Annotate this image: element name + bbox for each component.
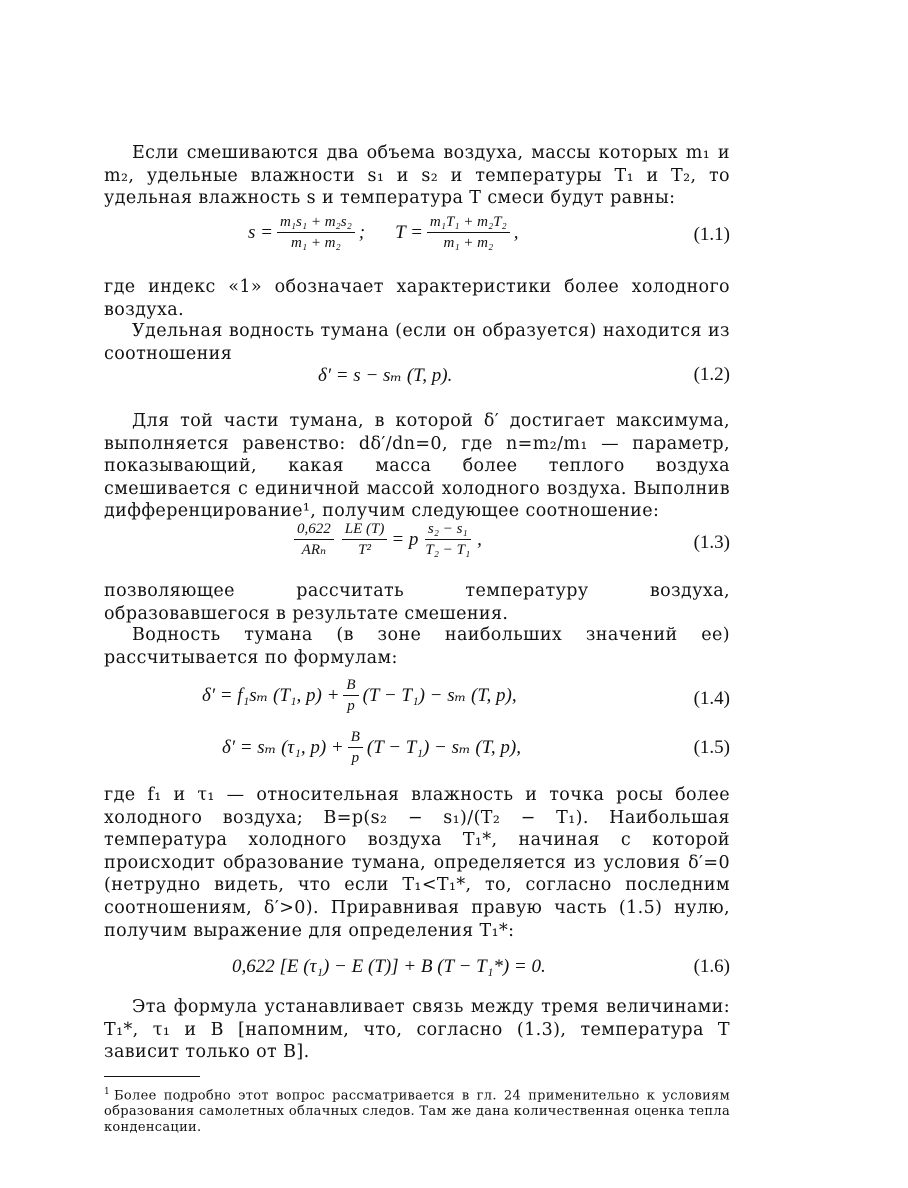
equation-1-6: 0,622 [E (τ₁) − E (T)] + B (T − T₁*) = 0. xyxy=(232,956,546,977)
equation-number: (1.1) xyxy=(693,224,730,245)
footnote-mark: 1 xyxy=(104,1087,111,1097)
paragraph-7: где f₁ и τ₁ — относительная влажность и точка росы более холодного воздуха; B=p(s₂ − s₁)/(T₂ − T₁). Наибольшая температура холодного воздуха T₁*, начиная с которой происходит образование тумана, определяется из условия δ′=0 (нетрудно видеть, что если T₁<T₁*, то, согласно последним соотношениям, δ′>0). Приравнивая правую часть (1.5) нулю, получим выражение для определения T₁*: xyxy=(104,785,730,941)
fraction: $\frac{0,622}{\text{ARₙ}}$ xyxy=(294,520,334,559)
fraction: $\frac{\text{m₁s₁ + m₂s₂}}{\text{m₁ + m₂}}$ xyxy=(277,213,355,252)
fraction: $\frac{\text{m₁T₁ + m₂T₂}}{\text{m₁ + m₂}}$ xyxy=(427,213,510,252)
paragraph-1: Если смешиваются два объема воздуха, массы которых m₁ и m₂, удельные влажности s₁ и s₂ и температуры T₁ и T₂, то удельная влажность s и температура T смеси будут равны: xyxy=(104,143,730,209)
paragraph-4: Для той части тумана, в которой δ′ достигает максимума, выполняется равенство: dδ′/dn=0, где n=m₂/m₁ — параметр, показывающий, какая масса более теплого воздуха смешивается с единичной массой холодного воздуха. Выполнив дифференцирование¹, получим следующее соотношение: xyxy=(104,411,730,522)
fraction: $\frac{B}{p}$ xyxy=(348,728,363,767)
fraction: $\frac{B}{p}$ xyxy=(343,676,358,715)
footnote-text: Более подробно этот вопрос рассматривается в гл. 24 применительно к условиям образования самолетных облачных следов. Там же дана количественная оценка тепла конденсации. xyxy=(104,1088,730,1136)
paragraph-3: Удельная водность тумана (если он образуется) находится из соотношения xyxy=(104,321,730,364)
equation-1-4: δ′ = f₁sₘ (T₁, p) + $\frac{B}{p}$ (T − T₁) − sₘ (T, p), xyxy=(202,677,517,714)
footnote xyxy=(104,1084,730,1136)
fraction: $\frac{LE (T)}{\text{T²}}$ xyxy=(342,520,388,559)
equation-number: (1.5) xyxy=(693,737,730,758)
equation-number: (1.6) xyxy=(693,956,730,977)
equation-1-2: δ′ = s − sₘ (T, p). xyxy=(318,365,453,386)
equation-1-1: s = $\frac{\text{m₁s₁ + m₂s₂}}{\text{m₁ + m₂}}$ ; T = $\frac{\text{m₁T₁ + m₂T₂}}{\text{m₁ + m₂}}$ , xyxy=(248,214,519,251)
paragraph-5: позволяющее рассчитать температуру воздуха, образовавшегося в результате смешения. xyxy=(104,581,730,624)
equation-1-5: δ′ = sₘ (τ₁, p) + $\frac{B}{p}$ (T − T₁) − sₘ (T, p), xyxy=(222,729,521,766)
paragraph-2: где индекс «1» обозначает характеристики более холодного воздуха. xyxy=(104,277,730,320)
paragraph-8: Эта формула устанавливает связь между тремя величинами: T₁*, τ₁ и B [напомним, что, согласно (1.3), температура T зависит только от B]. xyxy=(104,997,730,1063)
paragraph-6: Водность тумана (в зоне наибольших значений ее) рассчитывается по формулам: xyxy=(104,625,730,668)
equation-number: (1.2) xyxy=(693,364,730,385)
equation-number: (1.4) xyxy=(693,688,730,709)
footnote-divider xyxy=(104,1076,200,1077)
equation-1-3: $\frac{0,622}{\text{ARₙ}}$ $\frac{LE (T)}{\text{T²}}$ = p $\frac{\text{s₂ − s₁}}{\text{T₂ − T₁}}$ , xyxy=(290,520,482,559)
equation-number: (1.3) xyxy=(693,532,730,553)
fraction: $\frac{\text{s₂ − s₁}}{\text{T₂ − T₁}}$ xyxy=(425,521,471,558)
